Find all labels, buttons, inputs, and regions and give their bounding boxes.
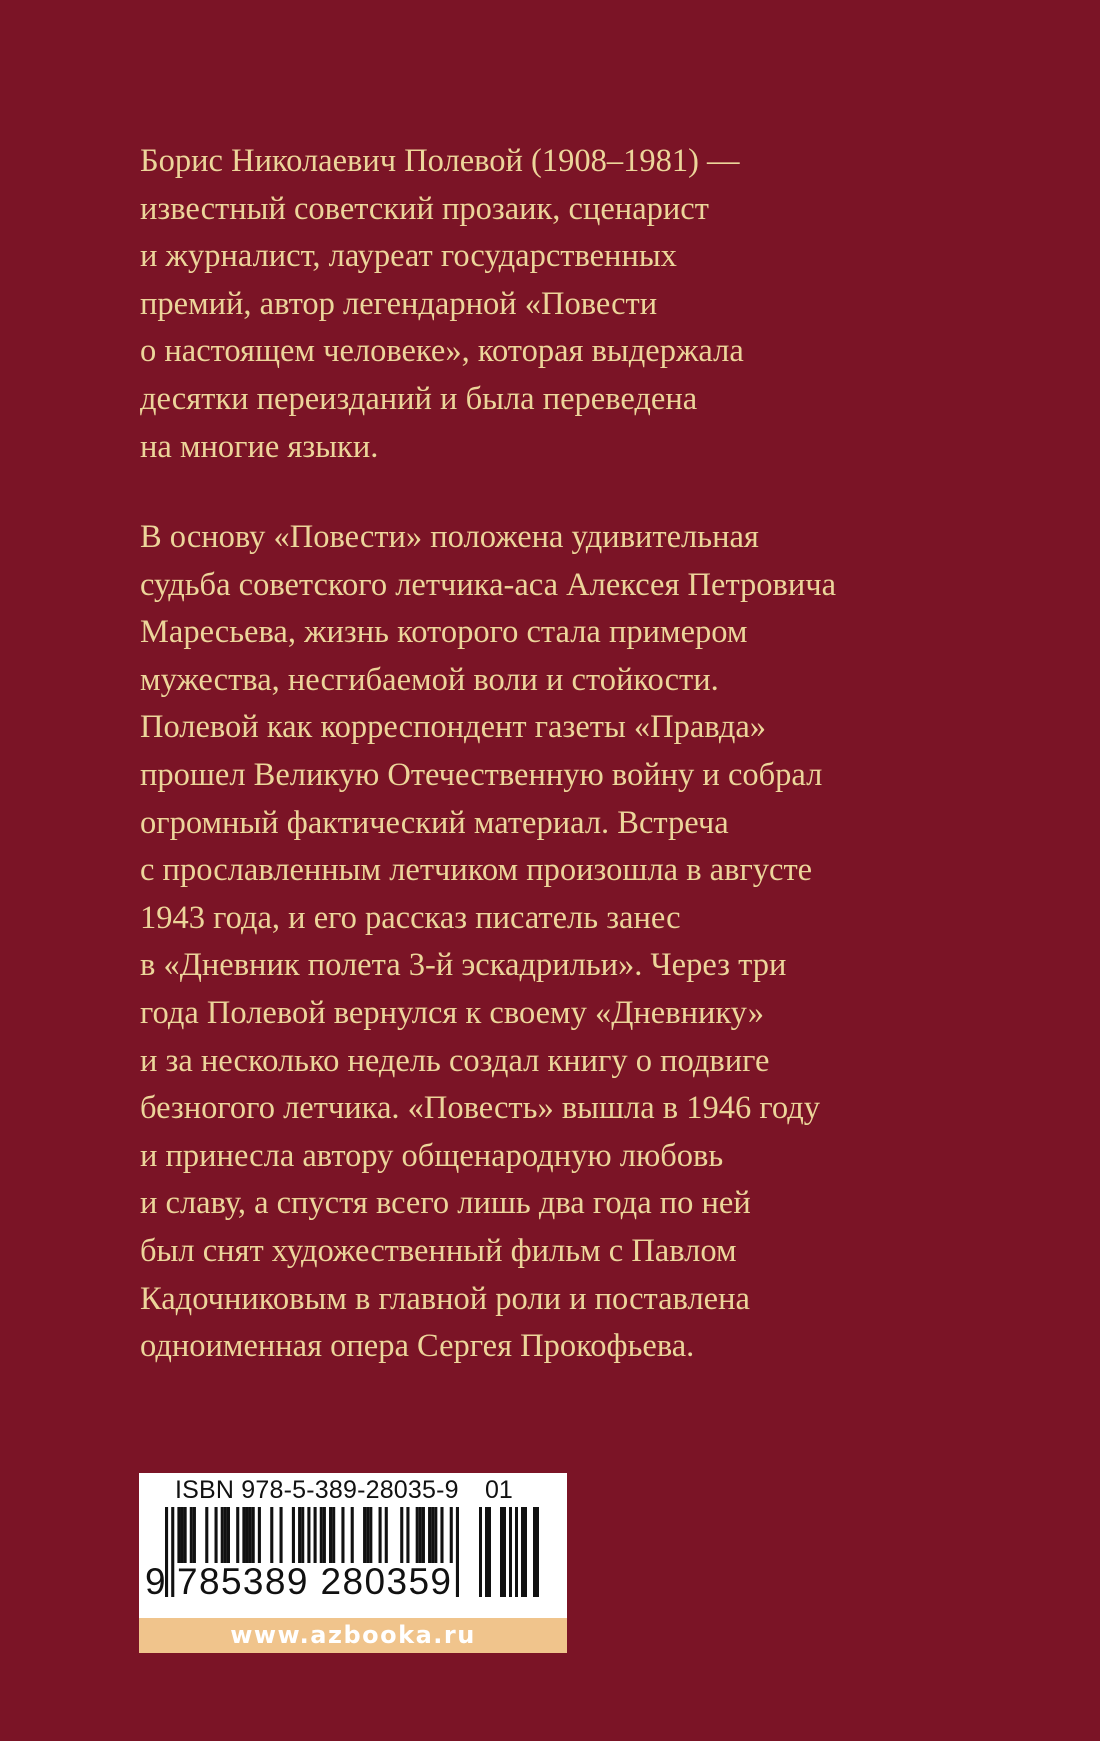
barcode-addon-bar: [503, 1507, 506, 1597]
barcode-bar: [227, 1507, 230, 1565]
barcode-bar: [332, 1507, 335, 1565]
publisher-website: www.azbooka.ru: [230, 1621, 476, 1649]
barcode-addon-bar: [536, 1507, 539, 1597]
barcode-addon-bar: [488, 1507, 491, 1597]
barcode-bar: [292, 1507, 295, 1565]
barcode-addon-bar: [533, 1507, 536, 1597]
barcode-bar: [205, 1507, 208, 1565]
barcode-bar: [249, 1507, 252, 1565]
text-line: известный советский прозаик, сценарист: [140, 190, 709, 227]
text-line: одноименная опера Сергея Прокофьева.: [140, 1328, 695, 1365]
text-line: и за несколько недель создал книгу о подвиге: [140, 1042, 770, 1079]
barcode-bar: [419, 1507, 422, 1565]
barcode-bar: [434, 1507, 437, 1565]
barcode-bar: [177, 1507, 180, 1565]
text-line: десятки переизданий и была переведена: [140, 380, 698, 417]
isbn-label: ISBN 978-5-389-28035-9: [175, 1476, 459, 1504]
author-bio-paragraph: [140, 138, 900, 471]
text-line: с прославленным летчиком произошла в августе: [140, 852, 813, 889]
barcode-bar: [323, 1507, 326, 1565]
barcode-bar: [221, 1507, 224, 1565]
barcode-lead-digit: 9: [145, 1561, 166, 1602]
barcode-bar: [190, 1507, 193, 1565]
barcode-bar: [456, 1507, 459, 1597]
barcode-bar: [440, 1507, 443, 1565]
barcode-bar: [280, 1507, 283, 1565]
barcode-addon-bar: [500, 1507, 503, 1597]
isbn-barcode: [139, 1473, 567, 1653]
text-line: огромный фактический материал. Встреча: [140, 804, 729, 841]
barcode-addon-bar: [479, 1507, 482, 1597]
barcode-bar: [363, 1507, 366, 1565]
text-line: о настоящем человеке», которая выдержала: [140, 333, 744, 370]
barcode-bar: [329, 1507, 332, 1565]
barcode-bar: [298, 1507, 301, 1565]
text-line: Полевой как корреспондент газеты «Правда»: [140, 709, 767, 746]
barcode-bar: [366, 1507, 369, 1565]
barcode-bar: [171, 1507, 174, 1597]
book-description-paragraph: [140, 514, 900, 1371]
barcode-bar: [369, 1507, 372, 1565]
text-line: В основу «Повести» положена удивительная: [140, 519, 759, 555]
text-line: в «Дневник полета 3-й эскадрильи». Через три: [140, 947, 787, 984]
text-line: прошел Великую Отечественную войну и собрал: [140, 756, 823, 793]
barcode-bar: [422, 1507, 425, 1565]
barcode-bar: [320, 1507, 323, 1565]
barcode-bar: [270, 1507, 273, 1565]
barcode-bar: [180, 1507, 183, 1565]
barcode-bar: [379, 1507, 382, 1565]
text-line: судьба советского летчика-аса Алексея Петровича: [140, 566, 837, 603]
barcode-addon-bar: [509, 1507, 512, 1597]
barcode-bar: [236, 1507, 239, 1565]
text-line: и славу, а спустя всего лишь два года по ней: [140, 1185, 751, 1222]
barcode-bar: [301, 1507, 304, 1565]
barcode-bar: [351, 1507, 354, 1565]
barcode-bar: [245, 1507, 248, 1565]
barcode-bar: [416, 1507, 419, 1565]
barcode-bar: [252, 1507, 255, 1565]
text-line: Борис Николаевич Полевой (1908–1981) —: [140, 143, 740, 179]
barcode-bar: [215, 1507, 218, 1565]
barcode-addon-label: 01: [485, 1476, 513, 1504]
barcode-digits: 785389 280359: [177, 1561, 453, 1602]
barcode-addon-bar: [515, 1507, 518, 1597]
text-line: на многие языки.: [140, 428, 379, 465]
text-line: премий, автор легендарной «Повести: [140, 285, 658, 322]
barcode-bar: [258, 1507, 261, 1565]
barcode-bar: [400, 1507, 403, 1565]
text-line: Кадочниковым в главной роли и поставлена: [140, 1280, 750, 1317]
publisher-website-strip: [139, 1618, 567, 1653]
barcode-bar: [428, 1507, 431, 1565]
barcode-bar: [193, 1507, 196, 1565]
barcode-addon-bar: [485, 1507, 488, 1597]
barcode-bar: [184, 1507, 187, 1565]
text-line: года Полевой вернулся к своему «Дневнику»: [140, 994, 764, 1031]
barcode-bar: [385, 1507, 388, 1565]
text-line: безногого летчика. «Повесть» вышла в 1946 году: [140, 1090, 821, 1127]
text-line: 1943 года, и его рассказ писатель занес: [140, 899, 681, 936]
barcode-addon-bars: [479, 1507, 539, 1597]
barcode-addon-bar: [521, 1507, 524, 1597]
barcode-bar: [224, 1507, 227, 1565]
barcode-bar: [242, 1507, 245, 1565]
barcode-bar: [406, 1507, 409, 1565]
barcode-bar: [431, 1507, 434, 1565]
text-line: Маресьева, жизнь которого стала примером: [140, 614, 748, 651]
text-line: был снят художественный фильм с Павлом: [140, 1232, 737, 1269]
barcode-bar: [341, 1507, 344, 1565]
text-line: мужества, несгибаемой воли и стойкости.: [140, 661, 719, 698]
barcode-addon-bar: [524, 1507, 527, 1597]
text-line: и принесла автору общенародную любовь: [140, 1137, 724, 1174]
text-line: и журналист, лауреат государственных: [140, 238, 677, 275]
